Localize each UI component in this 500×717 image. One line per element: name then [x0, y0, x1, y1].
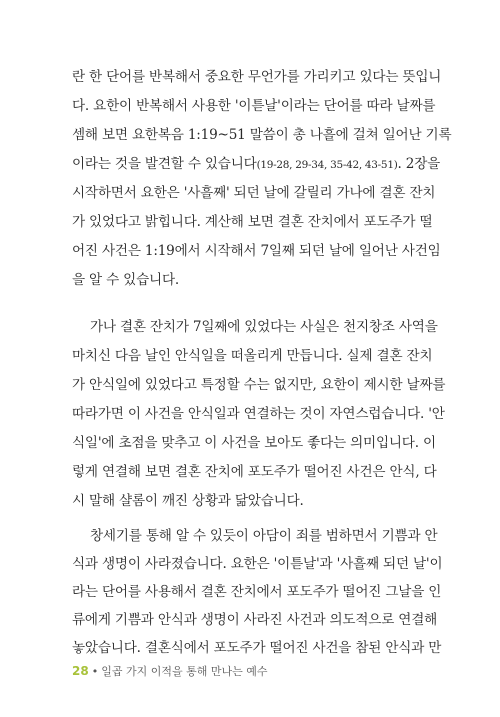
body-text-line: 시작하면서 요한은 '사흘째' 되던 날에 갈릴리 가나에 결혼 잔치 — [72, 185, 436, 201]
body-text-line: 가나 결혼 잔치가 7일째에 있었다는 사실은 천지창조 사역을 — [90, 319, 438, 335]
body-text-line: 을 알 수 있습니다. — [72, 272, 180, 288]
body-text-line: 놓았습니다. 결혼식에서 포도주가 떨어진 사건을 참된 안식과 만 — [72, 640, 442, 656]
body-text-line: 가 있었다고 밝힙니다. 계산해 보면 결혼 잔치에서 포도주가 떨 — [72, 214, 433, 230]
body-text-line: 어진 사건은 1:19에서 시작해서 7일째 되던 날에 일어난 사건임 — [72, 243, 441, 259]
body-text-line: 렇게 연결해 보면 결혼 잔치에 포도주가 떨어진 사건은 안식, 다 — [72, 464, 437, 480]
body-text-line: 란 한 단어를 반복해서 중요한 무언가를 가리키고 있다는 뜻입니 — [72, 69, 442, 85]
body-text-line: 류에게 기쁨과 안식과 생명이 사라진 사건과 의도적으로 연결해 — [72, 612, 438, 628]
page-number: 28 — [72, 664, 89, 678]
body-text-line: 라는 단어를 사용해서 결혼 잔치에서 포도주가 떨어진 그날을 인 — [72, 584, 442, 600]
body-text-segment: 이라는 것을 발견할 수 있습니다 — [72, 156, 257, 172]
body-text-line: 셈해 보면 요한복음 1:19~51 말씀이 총 나흘에 걸쳐 일어난 기록 — [72, 127, 452, 143]
page-footer — [72, 664, 267, 679]
body-text-line: 식과 생명이 사라졌습니다. 요한은 '이튿날'과 '사흘째 되던 날'이 — [72, 556, 443, 572]
verse-references: (19-28, 29-34, 35-42, 43-51) — [256, 159, 398, 171]
body-text-line: 창세기를 통해 알 수 있듯이 아담이 죄를 범하면서 기쁨과 안 — [90, 528, 438, 544]
footer-bullet: • — [91, 665, 99, 678]
body-text-line: 따라가면 이 사건을 안식일과 연결하는 것이 자연스럽습니다. '안 — [72, 406, 445, 422]
body-text-line: 식일'에 초점을 맞추고 이 사건을 보아도 좋다는 의미입니다. 이 — [72, 435, 436, 451]
body-text-line: 시 말해 샬롬이 깨진 상황과 닮았습니다. — [72, 493, 304, 509]
body-text-segment: . 2장을 — [397, 156, 441, 172]
body-text-line: 마치신 다음 날인 안식일을 떠올리게 만듭니다. 실제 결혼 잔치 — [72, 348, 433, 364]
body-text-line: 가 안식일에 있었다고 특정할 수는 없지만, 요한이 제시한 날짜를 — [72, 377, 446, 393]
body-text-line: 다. 요한이 반복해서 사용한 '이튿날'이라는 단어를 따라 날짜를 — [72, 98, 436, 114]
book-title: 일곱 가지 이적을 통해 만나는 예수 — [101, 665, 268, 678]
body-text-line — [72, 155, 441, 174]
